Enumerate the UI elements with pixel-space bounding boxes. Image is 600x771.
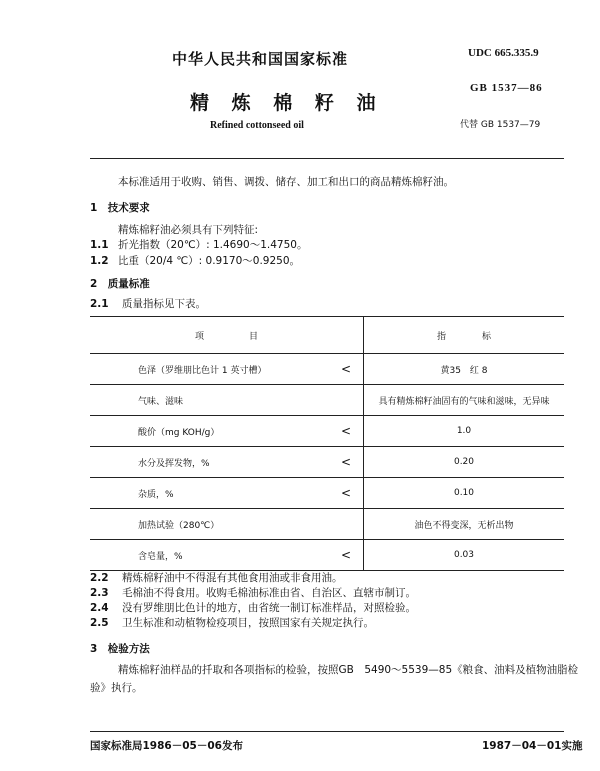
item-text: 精炼棉籽油中不得混有其他食用油或非食用油。 bbox=[121, 572, 343, 584]
item-number: 1.2 bbox=[90, 255, 109, 267]
section-2-heading: 2 质量标准 bbox=[90, 278, 150, 290]
replaces-note: 代替 GB 1537—79 bbox=[460, 120, 541, 130]
row-item: 杂质，% bbox=[138, 489, 174, 500]
row-item: 色泽（罗维朋比色计 1 英寸槽） bbox=[138, 365, 267, 376]
header-item: 项 目 bbox=[90, 317, 364, 354]
row-value: 具有精炼棉籽油固有的气味和滋味，无异味 bbox=[364, 385, 565, 416]
row-item: 加热试验（280℃） bbox=[138, 520, 220, 531]
row-operator: < bbox=[340, 548, 351, 562]
intro-paragraph: 本标准适用于收购、销售、调拨、储存、加工和出口的商品精炼棉籽油。 bbox=[118, 176, 454, 188]
item-1-2 bbox=[90, 253, 300, 268]
quality-table bbox=[90, 316, 564, 571]
row-item: 气味、滋味 bbox=[138, 396, 184, 407]
item-2-1 bbox=[90, 296, 206, 311]
row-item: 酸价（mg KOH/g） bbox=[138, 427, 220, 438]
row-operator: < bbox=[340, 362, 351, 376]
table-row bbox=[90, 385, 564, 416]
table-row bbox=[90, 416, 564, 447]
table-row bbox=[90, 478, 564, 509]
table-row bbox=[90, 354, 564, 385]
row-item: 水分及挥发物，% bbox=[138, 458, 210, 469]
row-value: 0.10 bbox=[364, 478, 565, 509]
item-2-2 bbox=[90, 570, 342, 585]
header-index: 指 标 bbox=[364, 317, 565, 354]
table-row bbox=[90, 447, 564, 478]
item-number: 1.1 bbox=[90, 239, 109, 251]
item-number: 2.2 bbox=[90, 572, 109, 584]
udc-code: UDC 665.335.9 bbox=[468, 47, 539, 59]
row-value: 黄35 红 8 bbox=[364, 354, 565, 385]
table-row bbox=[90, 509, 564, 540]
row-value: 1.0 bbox=[364, 416, 565, 447]
item-1-1 bbox=[90, 237, 307, 252]
header-divider bbox=[90, 158, 564, 159]
section-1-heading: 1 技术要求 bbox=[90, 202, 150, 214]
section-3-text-cont: 验》执行。 bbox=[90, 682, 143, 694]
document-title-en: Refined cottonseed oil bbox=[210, 120, 304, 131]
item-2-3 bbox=[90, 585, 416, 600]
item-text: 卫生标准和动植物检疫项目，按照国家有关规定执行。 bbox=[121, 617, 374, 629]
item-text: 比重（20/4 ℃）: 0.9170～0.9250。 bbox=[117, 255, 301, 267]
item-text: 折光指数（20℃）: 1.4690～1.4750。 bbox=[117, 239, 308, 251]
effective-date: 1987－04－01实施 bbox=[482, 740, 583, 752]
document-org-title: 中华人民共和国国家标准 bbox=[172, 50, 349, 68]
item-number: 2.3 bbox=[90, 587, 109, 599]
issued-date: 国家标准局1986－05－06发布 bbox=[90, 740, 243, 752]
row-value: 0.03 bbox=[364, 540, 565, 571]
section-3-text: 精炼棉籽油样品的扦取和各项指标的检验，按照GB 5490～5539—85《粮食、油料及植物油脂检 bbox=[118, 664, 579, 676]
item-text: 质量指标见下表。 bbox=[121, 298, 206, 310]
item-text: 没有罗维朋比色计的地方，由省统一制订标准样品，对照检验。 bbox=[121, 602, 416, 614]
table-row bbox=[90, 540, 564, 571]
row-operator: < bbox=[340, 424, 351, 438]
document-title: 精 炼 棉 籽 油 bbox=[190, 92, 384, 114]
item-number: 2.1 bbox=[90, 298, 109, 310]
item-text: 毛棉油不得食用。收购毛棉油标准由省、自治区、直辖市制订。 bbox=[121, 587, 416, 599]
section-3-heading: 3 检验方法 bbox=[90, 643, 150, 655]
table-header-row bbox=[90, 317, 564, 354]
row-operator: < bbox=[340, 486, 351, 500]
row-value: 油色不得变深，无析出物 bbox=[364, 509, 565, 540]
item-number: 2.5 bbox=[90, 617, 109, 629]
footer-divider bbox=[90, 731, 564, 732]
section-1-lead: 精炼棉籽油必须具有下列特征: bbox=[118, 224, 259, 236]
row-value: 0.20 bbox=[364, 447, 565, 478]
row-operator: < bbox=[340, 455, 351, 469]
item-2-4 bbox=[90, 600, 416, 615]
row-item: 含皂量，% bbox=[138, 551, 183, 562]
item-2-5 bbox=[90, 615, 374, 630]
item-number: 2.4 bbox=[90, 602, 109, 614]
gb-code: GB 1537—86 bbox=[470, 82, 543, 94]
